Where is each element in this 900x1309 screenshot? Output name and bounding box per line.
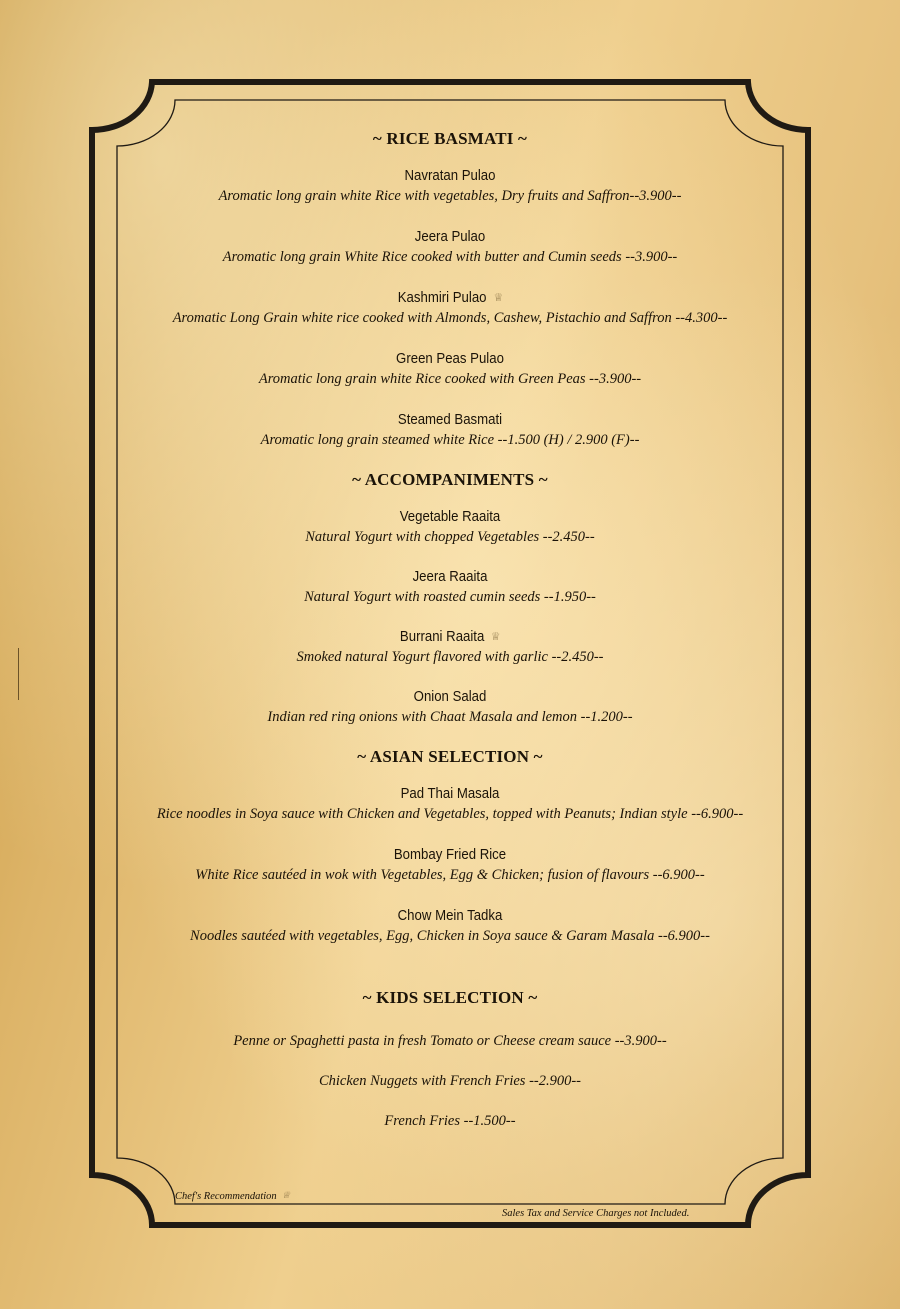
section-asian-selection <box>120 744 780 946</box>
chef-hat-icon: ♕ <box>490 631 501 643</box>
menu-item <box>120 1031 780 1051</box>
tax-note: Sales Tax and Service Charges not Included. <box>502 1208 690 1219</box>
item-name: Jeera Pulao <box>414 228 486 245</box>
menu-item <box>120 507 780 547</box>
binding-line <box>18 648 19 700</box>
item-name: Jeera Raaita <box>412 568 488 585</box>
item-description: Aromatic Long Grain white rice cooked with Almonds, Cashew, Pistachio and Saffron --4.300-- <box>172 310 728 326</box>
item-description: Rice noodles in Soya sauce with Chicken and Vegetables, topped with Peanuts; Indian style --6.900-- <box>156 806 744 822</box>
item-name: Steamed Basmati <box>397 411 503 428</box>
item-description: Aromatic long grain white Rice with vegetables, Dry fruits and Saffron--3.900-- <box>218 188 682 204</box>
item-description: Aromatic long grain steamed white Rice --1.500 (H) / 2.900 (F)-- <box>260 432 640 448</box>
chef-hat-icon: ♕ <box>493 292 503 304</box>
item-description: Aromatic long grain White Rice cooked with butter and Cumin seeds --3.900-- <box>222 249 678 265</box>
menu-item <box>120 627 780 667</box>
menu-item <box>120 845 780 885</box>
menu-item <box>120 410 780 450</box>
menu-item <box>120 1111 780 1131</box>
item-name: Navratan Pulao <box>404 167 496 184</box>
item-description: Natural Yogurt with chopped Vegetables --2.450-- <box>305 529 595 545</box>
item-name-with-icon <box>160 627 741 647</box>
menu-item <box>120 166 780 206</box>
item-description: Smoked natural Yogurt flavored with garlic --2.450-- <box>296 649 604 665</box>
section-title: ~ ASIAN SELECTION ~ <box>357 747 543 766</box>
menu-item <box>120 784 780 824</box>
item-description: Natural Yogurt with roasted cumin seeds --1.950-- <box>304 589 596 605</box>
item-description: Chicken Nuggets with French Fries --2.900-- <box>318 1073 582 1089</box>
item-description: Aromatic long grain white Rice cooked with Green Peas --3.900-- <box>258 371 642 387</box>
section-rice-basmati <box>120 126 780 450</box>
item-name: Kashmiri Pulao <box>397 289 487 306</box>
item-name: Onion Salad <box>413 688 487 705</box>
item-description: Indian red ring onions with Chaat Masala and lemon --1.200-- <box>267 709 633 725</box>
menu-item <box>120 687 780 727</box>
item-description: Penne or Spaghetti pasta in fresh Tomato or Cheese cream sauce --3.900-- <box>233 1033 667 1049</box>
item-name-with-icon <box>160 288 741 308</box>
item-name: Vegetable Raaita <box>399 508 501 525</box>
section-title: ~ KIDS SELECTION ~ <box>362 988 538 1007</box>
chef-hat-icon: ♕ <box>281 1190 291 1200</box>
section-kids-selection <box>120 985 780 1131</box>
menu-content <box>120 126 780 1131</box>
menu-item <box>120 349 780 389</box>
menu-item <box>120 1071 780 1091</box>
menu-item <box>120 288 780 328</box>
item-name: Burrani Raaita <box>399 628 485 645</box>
section-accompaniments <box>120 467 780 727</box>
item-name: Pad Thai Masala <box>400 785 500 802</box>
item-name: Chow Mein Tadka <box>397 907 503 924</box>
section-title: ~ ACCOMPANIMENTS ~ <box>352 470 548 489</box>
item-description: White Rice sautéed in wok with Vegetables, Egg & Chicken; fusion of flavours --6.900-- <box>195 867 705 883</box>
item-name: Green Peas Pulao <box>396 350 504 367</box>
item-name: Bombay Fried Rice <box>393 846 507 863</box>
section-title: ~ RICE BASMATI ~ <box>372 129 528 148</box>
menu-item <box>120 906 780 946</box>
chef-recommendation-note <box>175 1190 290 1202</box>
chef-note-text: Chef's Recommendation <box>175 1191 277 1202</box>
item-description: Noodles sautéed with vegetables, Egg, Chicken in Soya sauce & Garam Masala --6.900-- <box>190 928 710 944</box>
menu-item <box>120 227 780 267</box>
item-description: French Fries --1.500-- <box>384 1113 516 1129</box>
menu-item <box>120 567 780 607</box>
